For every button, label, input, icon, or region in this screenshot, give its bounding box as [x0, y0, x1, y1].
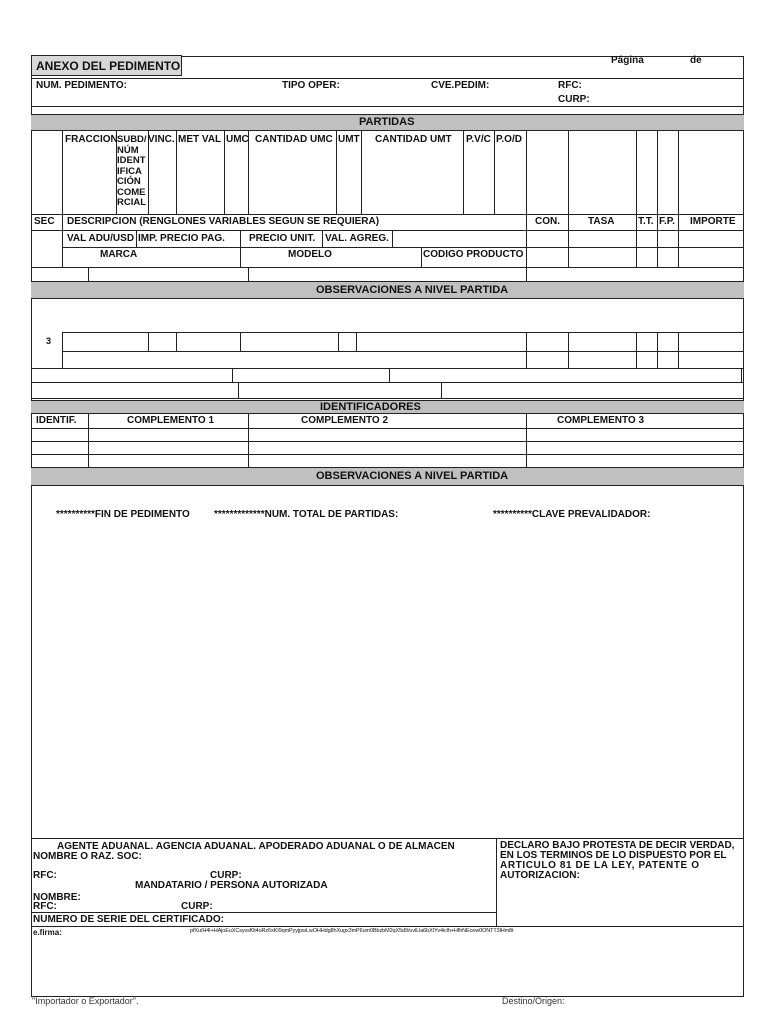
- row-line: [31, 230, 744, 231]
- clave-prevalidador: **********CLAVE PREVALIDADOR:: [493, 509, 651, 520]
- row-importe: IMPORTE: [690, 216, 736, 227]
- row-line: [31, 214, 744, 215]
- row-fp: F.P.: [659, 216, 675, 227]
- row-line: [62, 351, 744, 352]
- col-line: [657, 131, 658, 214]
- declaration-line-2: EN LOS TERMINOS DE LO DISPUESTO POR EL: [500, 850, 727, 861]
- col-line: [392, 230, 393, 247]
- header-curp-label: CURP:: [558, 94, 590, 105]
- subd-line: CIÓN: [117, 176, 141, 187]
- frame-top: [181, 56, 744, 57]
- col-subd-stack: [117, 135, 149, 209]
- col-line: [526, 267, 527, 281]
- col-pod: P.O/D: [496, 134, 522, 145]
- complemento-1-label: COMPLEMENTO 1: [127, 415, 215, 426]
- col-line: [336, 131, 337, 214]
- complemento-2-label: COMPLEMENTO 2: [301, 415, 389, 426]
- row-line: [31, 441, 744, 442]
- col-line: [568, 332, 569, 368]
- col-line: [421, 247, 422, 267]
- col-line: [240, 332, 241, 351]
- row-val-agreg: VAL. AGREG.: [325, 233, 389, 244]
- row-line: [31, 398, 744, 399]
- col-line: [62, 230, 63, 267]
- col-line: [62, 332, 63, 368]
- col-line: [657, 332, 658, 368]
- complemento-3-label: COMPLEMENTO 3: [557, 415, 645, 426]
- row-line: [31, 267, 744, 268]
- agent-divider: [496, 838, 497, 927]
- col-line: [62, 214, 63, 230]
- destino-label: Destino/Origen:: [502, 996, 565, 1006]
- of-label: de: [690, 55, 702, 66]
- col-pvc: P.V/C: [466, 134, 491, 145]
- agent-nombre-raz: NOMBRE O RAZ. SOC:: [33, 851, 142, 862]
- col-met-val: MET VAL: [178, 134, 222, 145]
- subd-line: NÚM: [117, 144, 139, 156]
- col-fraccion: FRACCION: [65, 134, 118, 145]
- col-line: [494, 131, 495, 214]
- row-line: [31, 382, 744, 383]
- agent-mandatario: MANDATARIO / PERSONA AUTORIZADA: [135, 880, 328, 891]
- col-line: [176, 332, 177, 351]
- page-label: Página: [611, 55, 644, 66]
- col-line: [248, 267, 249, 281]
- col-line: [224, 131, 225, 214]
- efirma-value: pfXu/H4I+HAjoEuXCsyvsf0t4oRz6xKI9qmPyyjpwLwOHHdg8hXugx3mP6um0BbzbM2qX5d9/uvlLla6bXIYv4iclh+HfhNEcew0ONTT3lHm8t: [190, 928, 514, 934]
- subd-line: IFICA: [117, 165, 142, 177]
- annex-title: ANEXO DEL PEDIMENTO: [36, 59, 181, 73]
- col-line: [526, 332, 527, 368]
- col-line: [389, 368, 390, 382]
- row-imp-precio: IMP. PRECIO PAG.: [138, 233, 225, 244]
- row-tasa: TASA: [588, 216, 615, 227]
- header-rfc-label: RFC:: [558, 80, 582, 91]
- header-bottom: [31, 106, 744, 107]
- agent-rfc-2: RFC:: [33, 901, 57, 912]
- col-line: [636, 131, 637, 214]
- subd-line: COME: [117, 186, 146, 198]
- col-cantidad-umt: CANTIDAD UMT: [375, 134, 452, 145]
- agent-curp-2: CURP:: [181, 901, 213, 912]
- col-line: [136, 230, 137, 247]
- row-line: [31, 368, 744, 369]
- importador-label: "Importador o Exportador".: [32, 996, 139, 1006]
- col-line: [568, 131, 569, 214]
- col-line: [678, 332, 679, 368]
- row-con: CON.: [535, 216, 560, 227]
- row-tt: T.T.: [638, 216, 654, 227]
- subd-line: SUBD/: [117, 134, 147, 145]
- item-sec: 3: [46, 336, 52, 346]
- num-total-partidas: *************NUM. TOTAL DE PARTIDAS:: [214, 509, 399, 520]
- row-precio-unit: PRECIO UNIT.: [249, 233, 316, 244]
- subd-line: RCIAL: [117, 197, 147, 208]
- col-umt: UMT: [338, 134, 360, 145]
- col-line: [636, 214, 637, 267]
- col-line: [441, 382, 442, 398]
- numero-serie-label: NUMERO DE SERIE DEL CERTIFICADO:: [33, 914, 224, 925]
- row-line: [62, 247, 744, 248]
- col-line: [356, 332, 357, 351]
- col-line: [526, 214, 527, 267]
- frame-left: [31, 56, 32, 996]
- col-line: [361, 131, 362, 214]
- row-marca: MARCA: [100, 249, 138, 260]
- col-line: [678, 131, 679, 214]
- fin-pedimento: **********FIN DE PEDIMENTO: [56, 509, 190, 520]
- col-line: [657, 214, 658, 267]
- agent-rfc: RFC:: [33, 870, 57, 881]
- row-codigo: CODIGO PRODUCTO: [423, 249, 524, 260]
- row-modelo: MODELO: [288, 249, 332, 260]
- efirma-label: e.firma:: [33, 928, 62, 937]
- row-sec: SEC: [34, 216, 55, 227]
- agent-title: AGENTE ADUANAL. AGENCIA ADUANAL. APODERADO ADUANAL O DE ALMACEN: [57, 841, 455, 852]
- identificadores-title: IDENTIFICADORES: [320, 401, 421, 413]
- header-divider: [31, 78, 744, 79]
- row-line: [31, 454, 744, 455]
- agent-curp: CURP:: [210, 870, 242, 881]
- row-line: [31, 428, 744, 429]
- partidas-title: PARTIDAS: [359, 116, 415, 128]
- row-line: [31, 926, 744, 927]
- num-pedimento-label: NUM. PEDIMENTO:: [36, 80, 127, 91]
- col-line: [526, 131, 527, 214]
- col-line: [88, 267, 89, 281]
- tipo-oper-label: TIPO OPER:: [282, 80, 340, 91]
- cve-pedim-label: CVE.PEDIM:: [431, 80, 490, 91]
- observaciones-title-1: OBSERVACIONES A NIVEL PARTIDA: [316, 284, 509, 296]
- agent-nombre: NOMBRE:: [33, 892, 81, 903]
- col-line: [232, 368, 233, 382]
- col-cantidad-umc: CANTIDAD UMC: [255, 134, 333, 145]
- row-line: [62, 332, 744, 333]
- subd-line: IDENT: [117, 155, 146, 166]
- col-line: [678, 214, 679, 267]
- col-line: [338, 332, 339, 351]
- declaration-line-4: AUTORIZACION:: [500, 870, 580, 881]
- col-line: [176, 131, 177, 214]
- identif-label: IDENTIF.: [36, 415, 77, 426]
- col-line: [62, 131, 63, 214]
- col-vinc: VINC.: [148, 134, 175, 145]
- declaration-line-1: DECLARO BAJO PROTESTA DE DECIR VERDAD,: [500, 840, 735, 851]
- col-line: [240, 230, 241, 267]
- row-val-adu: VAL ADU/USD: [67, 233, 135, 244]
- row-descripcion: DESCRIPCION (RENGLONES VARIABLES SEGUN SE REQUIERA): [67, 216, 380, 227]
- col-line: [741, 368, 742, 382]
- observaciones-title-2: OBSERVACIONES A NIVEL PARTIDA: [316, 470, 509, 482]
- frame-right: [743, 56, 744, 996]
- declaration-line-3: ARTICULO 81 DE LA LEY, PATENTE O: [500, 860, 700, 871]
- col-line: [148, 332, 149, 351]
- col-line: [636, 332, 637, 368]
- col-umc: UMC: [226, 134, 249, 145]
- col-line: [463, 131, 464, 214]
- row-line: [31, 912, 497, 913]
- col-line: [238, 382, 239, 398]
- agent-top: [31, 838, 744, 839]
- col-line: [568, 214, 569, 267]
- col-line: [322, 230, 323, 247]
